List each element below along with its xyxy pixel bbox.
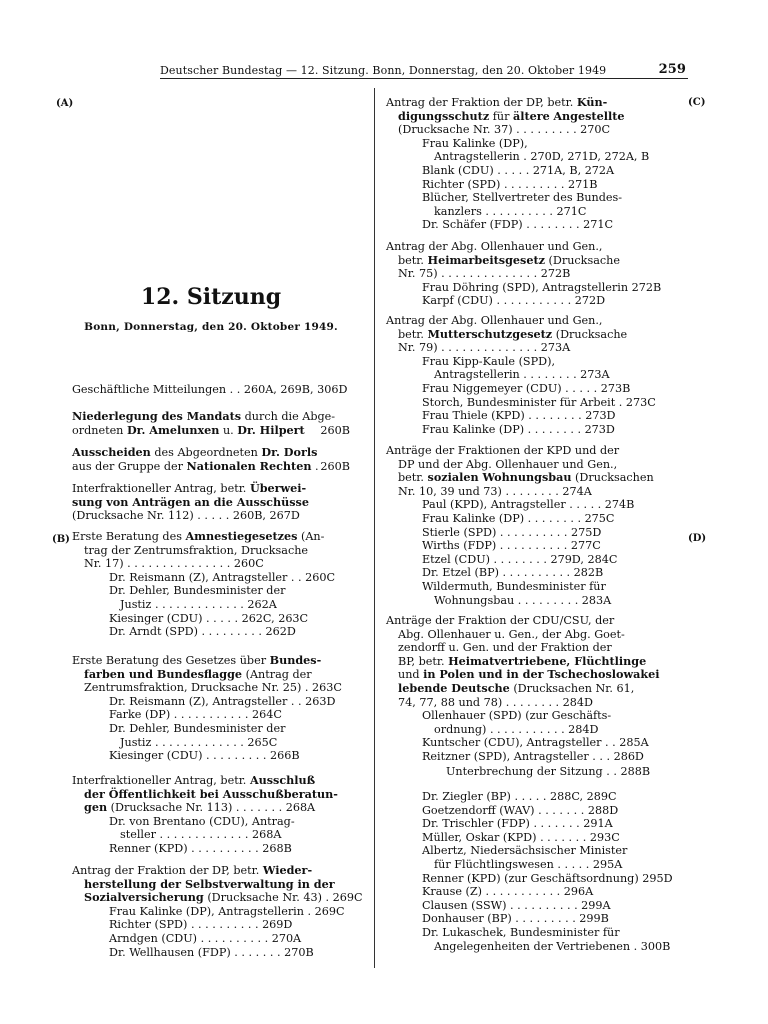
entry-name: Dr. Amelunxen	[126, 422, 220, 437]
entry-text: DP und der Abg. Ollenhauer und Gen.,	[398, 457, 618, 471]
speaker-line: Müller, Oskar (KPD) . . . . . . . 293C	[422, 830, 620, 844]
entry-text: Antrag der Fraktion der DP, betr.	[386, 96, 577, 109]
session-date: Bonn, Donnerstag, den 20. Oktober 1949.	[84, 321, 338, 333]
speaker-line: Dr. Dehler, Bundesminister der	[109, 584, 286, 598]
margin-marker-d: (D)	[688, 533, 707, 544]
entry-text: ordneten	[72, 423, 127, 437]
entry-text: des Abgeordneten	[150, 446, 262, 459]
speaker-line: Blücher, Stellvertreter des Bundes-	[422, 191, 623, 205]
speaker-line: Ollenhauer (SPD) (zur Geschäfts-	[422, 709, 612, 723]
entry-text: Nr. 17) . . . . . . . . . . . . . . . 260C	[84, 557, 264, 571]
entry-text: Interfraktioneller Antrag, betr.	[72, 774, 250, 787]
toc-entry-bundesflagge	[72, 654, 350, 763]
entry-text: Anträge der Fraktionen der KPD und der	[386, 444, 620, 457]
speaker-line: Dr. Etzel (BP) . . . . . . . . . . 282B	[422, 566, 604, 580]
page-title: 12. Sitzung	[140, 284, 282, 310]
entry-name: Dr. Hilpert	[237, 422, 305, 437]
entry-text: (Drucksache Nr. 43) . 269C	[203, 891, 363, 905]
entry-heading: sung von Anträgen an die Ausschüsse	[72, 494, 309, 509]
speaker-line: Karpf (CDU) . . . . . . . . . . . 272D	[422, 294, 606, 308]
toc-entry-amnestie	[72, 530, 350, 639]
speaker-line: Angelegenheiten der Vertriebenen . 300B	[434, 939, 671, 953]
speaker-line: Clausen (SSW) . . . . . . . . . . 299A	[422, 898, 611, 912]
speaker-line: Renner (KPD) (zur Geschäftsordnung) 295D	[422, 871, 673, 885]
page-ref: 260B	[320, 423, 350, 437]
toc-entry-selbstverwaltung	[72, 863, 363, 959]
entry-text: (Drucksache	[544, 253, 620, 267]
speaker-line: Frau Döhring (SPD), Antragstellerin 272B	[422, 280, 662, 294]
toc-entry-heimarbeit	[386, 240, 684, 308]
page-number: 259	[658, 62, 686, 77]
entry-heading: Wieder-	[262, 863, 313, 877]
entry-text: betr.	[398, 253, 428, 267]
speaker-line: Frau Niggemeyer (CDU) . . . . . 273B	[422, 381, 631, 395]
entry-text: (Drucksachen	[571, 471, 654, 485]
speaker-line: Justiz . . . . . . . . . . . . . 265C	[120, 735, 278, 749]
speaker-line: Richter (SPD) . . . . . . . . . 271B	[422, 177, 598, 191]
speaker-line: Dr. Reismann (Z), Antragsteller . . 260C	[109, 570, 336, 584]
entry-text: trag der Zentrumsfraktion, Drucksache	[84, 543, 309, 557]
entry-text: Geschäftliche Mitteilungen . . 260A, 269B, 306D	[72, 383, 348, 396]
entry-heading: Heimatvertriebene, Flüchtlinge	[448, 653, 647, 668]
entry-text: (Drucksachen Nr. 61,	[509, 681, 635, 695]
entry-text: zendorff u. Gen. und der Fraktion der	[398, 641, 612, 655]
toc-entry-wohnungsbau	[386, 444, 684, 607]
entry-heading: Amnestiegesetzes	[185, 529, 298, 543]
entry-heading: digungsschutz	[398, 108, 490, 123]
speaker-line: Wohnungsbau . . . . . . . . . 283A	[434, 593, 612, 607]
entry-text: Erste Beratung des	[72, 530, 186, 543]
entry-text: (An-	[297, 530, 325, 543]
entry-heading: farben und Bundesflagge	[84, 666, 243, 681]
speaker-line: für Flüchtlingswesen . . . . . 295A	[434, 857, 623, 871]
toc-entry-unterbrechung	[446, 765, 684, 779]
speaker-line: Dr. von Brentano (CDU), Antrag-	[109, 814, 295, 828]
entry-text: betr.	[398, 471, 428, 485]
speaker-line: Krause (Z) . . . . . . . . . . . 296A	[422, 885, 594, 899]
entry-name: Dr. Dorls	[261, 445, 318, 459]
entry-text: (Drucksache Nr. 113) . . . . . . . 268A	[107, 801, 316, 815]
speaker-line: Dr. Trischler (FDP) . . . . . . . 291A	[422, 817, 613, 831]
entry-heading: Heimarbeitsgesetz	[427, 252, 545, 267]
entry-heading: gen	[84, 800, 108, 815]
toc-entry-heimatvertriebene	[386, 614, 684, 764]
entry-heading: Sozialversicherung	[84, 890, 204, 905]
column-divider	[374, 88, 375, 968]
speaker-line: Justiz . . . . . . . . . . . . . 262A	[120, 597, 277, 611]
entry-text: (Antrag der	[242, 667, 312, 681]
entry-text: Antrag der Abg. Ollenhauer und Gen.,	[386, 240, 603, 253]
entry-text: Nr. 79) . . . . . . . . . . . . . . 273A	[398, 341, 571, 355]
speaker-line: steller . . . . . . . . . . . . . 268A	[120, 828, 282, 842]
entry-text: aus der Gruppe der	[72, 459, 187, 473]
entry-heading: Angestellte	[553, 108, 625, 123]
entry-text: für	[489, 109, 513, 123]
entry-heading: Überwei-	[249, 481, 307, 495]
toc-entry-debate-speakers	[386, 790, 684, 953]
speaker-line: Frau Kipp-Kaule (SPD),	[422, 354, 556, 368]
entry-heading: der Öffentlichkeit bei Ausschußberatun-	[84, 786, 338, 801]
entry-heading: herstellung der Selbstverwaltung in der	[84, 876, 335, 891]
entry-heading: Ausscheiden	[72, 445, 151, 459]
speaker-line: Blank (CDU) . . . . . 271A, B, 272A	[422, 163, 615, 177]
speaker-line: Richter (SPD) . . . . . . . . . . 269D	[109, 918, 293, 932]
speaker-line: Dr. Ziegler (BP) . . . . . 288C, 289C	[422, 790, 617, 803]
entry-text: durch die Abge-	[241, 410, 336, 423]
toc-entry-ueberweisung	[72, 482, 350, 523]
toc-entry-mutterschutz	[386, 314, 684, 436]
speaker-line: Donhauser (BP) . . . . . . . . . 299B	[422, 912, 609, 926]
entry-text: Abg. Ollenhauer u. Gen., der Abg. Goet-	[398, 627, 625, 641]
speaker-line: Albertz, Niedersächsischer Minister	[422, 844, 628, 858]
speaker-line: Antragstellerin . 270D, 271D, 272A, B	[434, 150, 650, 164]
entry-heading: ältere	[513, 108, 550, 123]
entry-text: Nr. 75) . . . . . . . . . . . . . . 272B	[398, 267, 571, 281]
entry-heading: in Polen und in der Tschechoslowakei	[423, 667, 660, 682]
entry-text: 74, 77, 88 und 78) . . . . . . . . 284D	[398, 695, 593, 709]
entry-text: Erste Beratung des Gesetzes über	[72, 654, 270, 667]
entry-text: .	[311, 459, 319, 473]
toc-entry-mandat	[72, 410, 350, 437]
speaker-line: Renner (KPD) . . . . . . . . . . 268B	[109, 841, 292, 855]
speaker-line: Dr. Schäfer (FDP) . . . . . . . . 271C	[422, 218, 614, 232]
speaker-line: Frau Kalinke (DP),	[422, 136, 528, 150]
entry-text: (Drucksache	[552, 327, 628, 341]
speaker-line: Arndgen (CDU) . . . . . . . . . . 270A	[109, 931, 302, 945]
speaker-line: Frau Thiele (KPD) . . . . . . . . 273D	[422, 409, 616, 423]
entry-text: (Drucksache Nr. 37) . . . . . . . . . 270C	[398, 123, 611, 137]
entry-text: Unterbrechung der Sitzung . . 288B	[446, 765, 651, 778]
entry-text: BP, betr.	[398, 654, 449, 668]
speaker-line: Reitzner (SPD), Antragsteller . . . 286D	[422, 749, 644, 763]
toc-entry-mitteilungen	[72, 383, 350, 397]
page-ref: 260B	[320, 459, 350, 473]
entry-text: betr.	[398, 327, 428, 341]
speaker-line: Wildermuth, Bundesminister für	[422, 579, 606, 593]
speaker-line: Wirths (FDP) . . . . . . . . . . 277C	[422, 539, 601, 553]
speaker-line: Dr. Wellhausen (FDP) . . . . . . . 270B	[109, 945, 314, 959]
entry-text: Interfraktioneller Antrag, betr.	[72, 482, 250, 495]
entry-text: und	[398, 668, 424, 682]
entry-text: Nr. 10, 39 und 73) . . . . . . . . 274A	[398, 484, 592, 498]
speaker-line: Frau Kalinke (DP) . . . . . . . . 275C	[422, 511, 615, 525]
running-header	[160, 62, 700, 82]
entry-heading: Kün-	[576, 95, 608, 109]
margin-marker-b: (B)	[52, 534, 70, 545]
entry-heading: lebende Deutsche	[398, 680, 510, 695]
entry-text: Antrag der Fraktion der DP, betr.	[72, 864, 263, 877]
header-rule	[160, 78, 688, 79]
entry-heading: sozialen Wohnungsbau	[427, 470, 572, 485]
speaker-line: Farke (DP) . . . . . . . . . . . 264C	[109, 708, 282, 722]
toc-entry-ausschluss	[72, 774, 350, 856]
speaker-line: Storch, Bundesminister für Arbeit . 273C	[422, 395, 656, 409]
margin-marker-a: (A)	[56, 98, 74, 109]
entry-heading: Niederlegung des Mandats	[72, 409, 242, 423]
toc-entry-ausscheiden	[72, 446, 350, 473]
entry-text: (Drucksache Nr. 112) . . . . . 260B, 267D	[72, 509, 300, 523]
speaker-line: kanzlers . . . . . . . . . . 271C	[434, 204, 587, 218]
entry-text: u.	[219, 423, 238, 437]
speaker-line: Frau Kalinke (DP), Antragstellerin . 269C	[109, 904, 345, 918]
entry-text: Anträge der Fraktion der CDU/CSU, der	[386, 614, 615, 627]
entry-heading: Nationalen Rechten	[186, 458, 312, 473]
entry-text: Zentrumsfraktion, Drucksache Nr. 25) . 263C	[84, 681, 342, 695]
speaker-line: Dr. Lukaschek, Bundesminister für	[422, 925, 620, 939]
entry-heading: Ausschluß	[249, 773, 316, 787]
entry-heading: Bundes-	[269, 653, 322, 667]
speaker-line: Paul (KPD), Antragsteller . . . . . 274B	[422, 498, 635, 512]
speaker-line: Kiesinger (CDU) . . . . . 262C, 263C	[109, 611, 309, 625]
running-title: Deutscher Bundestag — 12. Sitzung. Bonn, Donnerstag, den 20. Oktober 1949	[160, 64, 607, 77]
speaker-line: Stierle (SPD) . . . . . . . . . . 275D	[422, 525, 602, 539]
speaker-line: Dr. Dehler, Bundesminister der	[109, 721, 286, 735]
margin-marker-c: (C)	[688, 97, 706, 108]
entry-heading: Mutterschutzgesetz	[427, 326, 553, 341]
speaker-line: Goetzendorff (WAV) . . . . . . . 288D	[422, 803, 619, 817]
speaker-line: ordnung) . . . . . . . . . . . 284D	[434, 722, 599, 736]
speaker-line: Etzel (CDU) . . . . . . . . 279D, 284C	[422, 552, 618, 566]
speaker-line: Frau Kalinke (DP) . . . . . . . . 273D	[422, 422, 615, 436]
speaker-line: Kuntscher (CDU), Antragsteller . . 285A	[422, 736, 649, 750]
speaker-line: Kiesinger (CDU) . . . . . . . . . 266B	[109, 749, 300, 763]
toc-entry-kuendigungsschutz	[386, 96, 684, 232]
speaker-line: Dr. Arndt (SPD) . . . . . . . . . 262D	[109, 625, 296, 639]
speaker-line: Dr. Reismann (Z), Antragsteller . . 263D	[109, 694, 336, 708]
entry-text: Antrag der Abg. Ollenhauer und Gen.,	[386, 314, 603, 327]
speaker-line: Antragstellerin . . . . . . . . 273A	[434, 368, 610, 382]
